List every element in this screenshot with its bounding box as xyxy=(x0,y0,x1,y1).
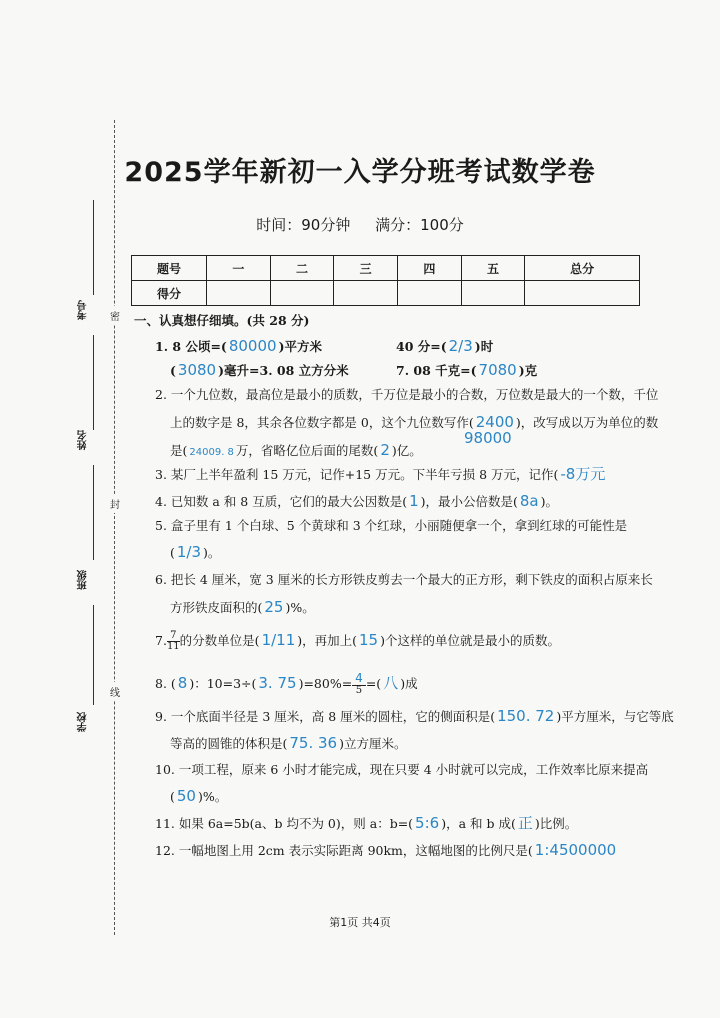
page-title: 2025学年新初一入学分班考试数学卷 xyxy=(124,157,596,188)
answer: 正 xyxy=(517,814,533,832)
col-3: 三 xyxy=(334,256,398,281)
answer: 8 xyxy=(177,674,188,692)
answer: 5:6 xyxy=(415,814,440,832)
question-6-line1: 6. 把长 4 厘米，宽 3 厘米的长方形铁皮剪去一个最大的正方形，剩下铁皮的面积占原来长 xyxy=(155,572,653,587)
score-cell[interactable] xyxy=(398,281,462,306)
question-9-line2: 等高的圆锥的体积是( 75. 36 )立方厘米。 xyxy=(170,734,407,752)
section-1-heading: 一、认真想仔细填。(共 28 分) xyxy=(134,313,310,328)
row-score-label: 得分 xyxy=(132,281,207,306)
answer: -8万元 xyxy=(560,465,606,483)
row-header-label: 题号 xyxy=(132,256,207,281)
answer: 24009. 8 xyxy=(189,447,234,458)
score-cell[interactable] xyxy=(525,281,640,306)
col-total: 总分 xyxy=(525,256,640,281)
score-table xyxy=(131,255,640,306)
exam-meta xyxy=(0,214,720,235)
answer: 7080 xyxy=(478,361,517,379)
question-1d: 7. 08 千克=( 7080 )克 xyxy=(396,361,538,379)
binding-dashed-line xyxy=(114,120,115,935)
question-10-line1: 10. 一项工程，原来 6 小时才能完成，现在只要 4 小时就可以完成，工作效率比原来提高 xyxy=(155,762,649,777)
question-5-line2: ( 1/3 )。 xyxy=(170,543,221,561)
answer: 1:4500000 xyxy=(534,841,617,859)
answer: 1/3 xyxy=(176,543,202,561)
score-table-score-row xyxy=(132,281,640,306)
class-underline xyxy=(93,465,94,560)
question-2-line3: 是( 24009. 8 万，省略亿位后面的尾数( 2 )亿。 xyxy=(170,441,422,459)
answer: 150. 72 xyxy=(497,707,555,725)
col-2: 二 xyxy=(270,256,334,281)
question-1a: 1. 8 公顷=( 80000 )平方米 xyxy=(155,337,322,355)
question-2-line2: 上的数字是 8，其余各位数字都是 0，这个九位数写作( 2400 )，改写成以万为单位的数 xyxy=(170,413,659,431)
answer: 2 xyxy=(380,441,390,459)
question-1c: ( 3080 )毫升=3. 08 立方分米 xyxy=(170,361,349,379)
question-9-line1: 9. 一个底面半径是 3 厘米，高 8 厘米的圆柱，它的侧面积是( 150. 72 )平方厘米，与它等底 xyxy=(155,707,674,725)
name-label: 姓名 xyxy=(78,430,89,450)
question-6-line2: 方形铁皮面积的( 25 )%。 xyxy=(170,598,315,616)
question-12: 12. 一幅地图上用 2cm 表示实际距离 90km，这幅地图的比例尺是( 1:4500000 xyxy=(155,841,617,859)
answer: 15 xyxy=(359,631,379,649)
answer: 50 xyxy=(176,787,196,805)
score-cell[interactable] xyxy=(461,281,525,306)
fraction-4-5: $\frac{4}{5}$ xyxy=(352,673,366,696)
page-number: 第1页 共4页 xyxy=(329,916,391,929)
seal-mi: 密 xyxy=(110,306,120,325)
answer: 75. 36 xyxy=(289,734,338,752)
answer: 3080 xyxy=(177,361,217,379)
answer: 1 xyxy=(409,492,419,510)
answer: 2/3 xyxy=(448,337,473,355)
score-cell[interactable] xyxy=(270,281,334,306)
answer: 25 xyxy=(264,598,284,616)
exam-no-label: 考号 xyxy=(78,300,89,320)
seal-xian: 线 xyxy=(110,682,120,701)
question-1b: 40 分=( 2/3 )时 xyxy=(396,337,494,355)
class-label: 班级 xyxy=(78,570,89,590)
seal-feng: 封 xyxy=(110,494,120,513)
question-2-extra-answer xyxy=(462,428,514,449)
question-8: 8. ( 8 )：10=3÷( 3. 75 )=80%= $\frac{4}{5}$ =( 八 )成 xyxy=(155,671,418,696)
col-5: 五 xyxy=(461,256,525,281)
question-11: 11. 如果 6a=5b(a、b 均不为 0)，则 a：b=( 5:6 )，a 和 b 成( 正 )比例。 xyxy=(155,814,578,832)
exam-full-score: 满分：100分 xyxy=(375,216,464,234)
exam-time: 时间：90分钟 xyxy=(256,216,351,234)
col-1: 一 xyxy=(207,256,271,281)
answer: 80000 xyxy=(228,337,277,355)
col-4: 四 xyxy=(398,256,462,281)
answer: 98000 xyxy=(464,429,512,447)
answer: 2400 xyxy=(475,413,514,431)
name-underline xyxy=(93,335,94,430)
question-5-line1: 5. 盒子里有 1 个白球、5 个黄球和 3 个红球，小丽随便拿一个，拿到红球的可能性是 xyxy=(155,518,628,533)
question-3: 3. 某厂上半年盈利 15 万元，记作+15 万元。下半年亏损 8 万元，记作( -8万元 xyxy=(155,465,606,483)
school-label: 学校 xyxy=(78,712,89,732)
school-underline xyxy=(93,605,94,705)
score-cell[interactable] xyxy=(334,281,398,306)
answer: 8a xyxy=(519,492,539,510)
question-2-line1: 2. 一个九位数，最高位是最小的质数，千万位是最小的合数，万位数是最大的一个数，千位 xyxy=(155,387,659,402)
answer: 八 xyxy=(383,674,399,692)
answer: 3. 75 xyxy=(258,674,297,692)
answer: 1/11 xyxy=(261,631,296,649)
question-10-line2: ( 50 )%。 xyxy=(170,787,228,805)
question-7: 7. $\frac{7}{11}$ 的分数单位是( 1/11 )，再加上( 15 )个这样的单位就是最小的质数。 xyxy=(155,630,560,652)
score-cell[interactable] xyxy=(207,281,271,306)
score-table-header-row xyxy=(132,256,640,281)
fraction-7-11: $\frac{7}{11}$ xyxy=(166,630,180,652)
question-4: 4. 已知数 a 和 8 互质，它们的最大公因数是( 1 )，最小公倍数是( 8a )。 xyxy=(155,492,559,510)
